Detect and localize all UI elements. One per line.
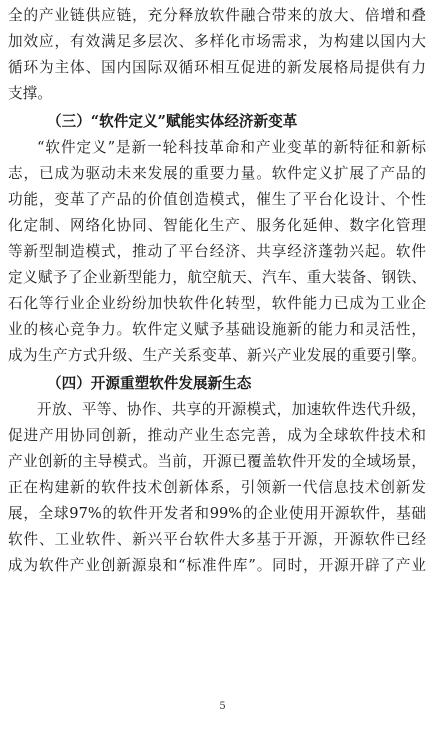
paragraph-2-line-8: 业的核心竞争力。软件定义赋予基础设施新的能力和灵活性， (8, 321, 426, 338)
paragraph-3-line-1: 开放、平等、协作、共享的开源模式，加速软件迭代升级， (37, 401, 426, 418)
page-number: 5 (219, 701, 226, 712)
paragraph-3-line-3: 产业创新的主导模式。当前，开源已覆盖软件开发的全域场景， (8, 453, 426, 470)
paragraph-2-line-3: 功能，变革了产品的价值创造模式，催生了平台化设计、个性 (8, 191, 426, 208)
paragraph-1-line-4: 支撑。 (8, 85, 52, 102)
paragraph-3-line-7: 成为软件产业创新源泉和“标准件库”。同时，开源开辟了产业 (8, 557, 426, 574)
paragraph-3-line-6: 软件、工业软件、新兴平台软件大多基于开源，开源软件已经 (8, 531, 426, 548)
paragraph-2-line-1: “软件定义”是新一轮科技革命和产业变革的新特征和新标 (37, 139, 426, 156)
section-heading-3: （三）“软件定义”赋能实体经济新变革 (47, 113, 298, 130)
section-heading-4: （四）开源重塑软件发展新生态 (47, 375, 252, 392)
paragraph-2-line-2: 志，已成为驱动未来发展的重要力量。软件定义扩展了产品的 (8, 165, 426, 182)
paragraph-2-line-4: 化定制、网络化协同、智能化生产、服务化延伸、数字化管理 (8, 217, 426, 234)
paragraph-2-line-9: 成为生产方式升级、生产关系变革、新兴产业发展的重要引擎。 (8, 347, 426, 364)
paragraph-1-line-3: 循环为主体、国内国际双循环相互促进的新发展格局提供有力 (8, 59, 426, 76)
paragraph-1-line-2: 加效应，有效满足多层次、多样化市场需求，为构建以国内大 (8, 33, 426, 50)
paragraph-3-line-2: 促进产用协同创新，推动产业生态完善，成为全球软件技术和 (8, 427, 426, 444)
paragraph-3-line-4: 正在构建新的软件技术创新体系，引领新一代信息技术创新发 (8, 479, 426, 496)
paragraph-2-line-7: 石化等行业企业纷纷加快软件化转型，软件能力已成为工业企 (8, 295, 426, 312)
paragraph-1-line-1: 全的产业链供应链，充分释放软件融合带来的放大、倍增和叠 (8, 7, 426, 24)
paragraph-3-line-5: 展，全球97%的软件开发者和99%的企业使用开源软件，基础 (8, 505, 426, 522)
paragraph-2-line-5: 等新型制造模式，推动了平台经济、共享经济蓬勃兴起。软件 (8, 243, 426, 260)
paragraph-2-line-6: 定义赋予了企业新型能力，航空航天、汽车、重大装备、钢铁、 (8, 269, 426, 286)
